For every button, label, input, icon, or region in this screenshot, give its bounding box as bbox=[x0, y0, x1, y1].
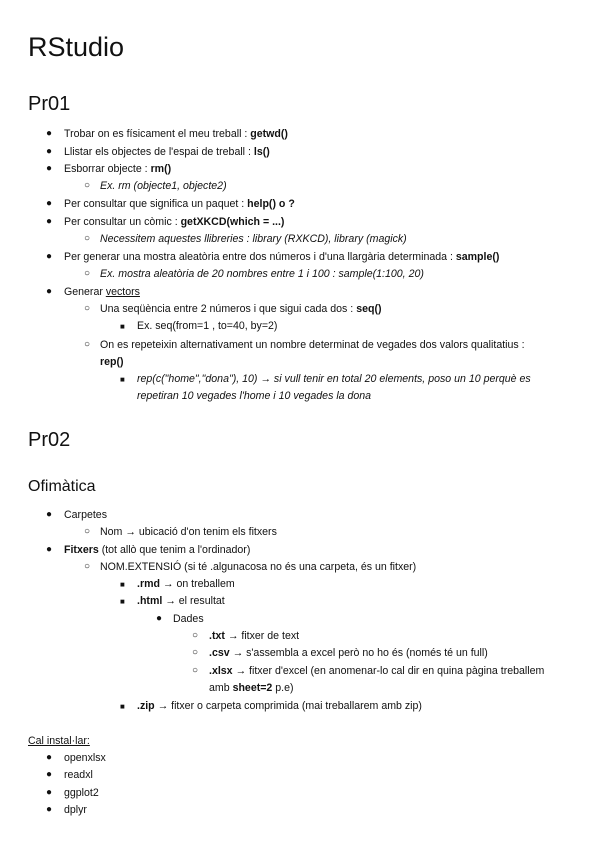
item-rmd: .rmd → on treballem bbox=[137, 578, 235, 590]
item-rep-function: rep() bbox=[100, 356, 124, 368]
subheading-ofimatica: Ofimàtica bbox=[28, 478, 96, 495]
package-item: openxlsx bbox=[64, 752, 106, 764]
item-txt: .txt → fitxer de text bbox=[209, 630, 300, 642]
section-heading-pr02: Pr02 bbox=[28, 429, 71, 451]
bullet-disc: ● bbox=[46, 128, 53, 139]
bullet-disc: ● bbox=[46, 251, 53, 262]
section-heading-pr01: Pr01 bbox=[28, 93, 71, 115]
item-nom-extensio: NOM.EXTENSIÓ (si té .algunacosa no és una carpeta, és un fitxer) bbox=[100, 561, 417, 573]
item-help: Per consultar que significa un paquet : help() o ? bbox=[64, 198, 295, 210]
item-rep-example-line2: repetiran 10 vegades l'home i 10 vegades la dona bbox=[137, 390, 372, 402]
package-item: readxl bbox=[64, 769, 93, 781]
bullet-circle: ○ bbox=[84, 268, 91, 279]
item-seq: Una seqüència entre 2 números i que sigui cada dos : seq() bbox=[100, 303, 382, 315]
item-rep: On es repeteixin alternativament un nombre determinat de vegades dos valors qualitatius : bbox=[100, 339, 525, 351]
bullet-circle: ○ bbox=[84, 180, 91, 191]
bullet-circle: ○ bbox=[84, 561, 91, 572]
item-csv: .csv → s'assembla a excel però no ho és (només té un full) bbox=[209, 647, 488, 659]
item-rm: Esborrar objecte : rm() bbox=[64, 163, 172, 175]
bullet-circle: ○ bbox=[192, 630, 199, 641]
bullet-circle: ○ bbox=[84, 233, 91, 244]
bullet-disc: ● bbox=[46, 787, 53, 798]
bullet-disc: ● bbox=[46, 544, 53, 555]
item-getwd: Trobar on es físicament el meu treball : getwd() bbox=[64, 128, 288, 140]
bullet-disc: ● bbox=[46, 752, 53, 763]
item-nom: Nom → ubicació d'on tenim els fitxers bbox=[100, 526, 277, 538]
item-xkcd-note: Necessitem aquestes llibreries : library (RXKCD), library (magick) bbox=[100, 233, 407, 245]
item-seq-example: Ex. seq(from=1 , to=40, by=2) bbox=[137, 320, 278, 332]
bullet-disc: ● bbox=[46, 216, 53, 227]
bullet-square: ■ bbox=[120, 580, 125, 589]
item-carpetes: Carpetes bbox=[64, 509, 107, 521]
bullet-disc: ● bbox=[46, 198, 53, 209]
bullet-disc: ● bbox=[46, 509, 53, 520]
bullet-circle: ○ bbox=[84, 303, 91, 314]
bullet-circle: ○ bbox=[192, 665, 199, 676]
bullet-square: ■ bbox=[120, 375, 125, 384]
item-zip: .zip → fitxer o carpeta comprimida (mai treballarem amb zip) bbox=[137, 700, 422, 712]
bullet-circle: ○ bbox=[84, 339, 91, 350]
bullet-circle: ○ bbox=[192, 647, 199, 658]
item-sample: Per generar una mostra aleatòria entre dos números i d'una llargària determinada : sample() bbox=[64, 251, 500, 263]
item-xkcd: Per consultar un còmic : getXKCD(which = ...) bbox=[64, 216, 285, 228]
bullet-disc: ● bbox=[46, 804, 53, 815]
bullet-square: ■ bbox=[120, 702, 125, 711]
bullet-circle: ○ bbox=[84, 526, 91, 537]
item-dades: Dades bbox=[173, 613, 204, 625]
item-xlsx: .xlsx → fitxer d'excel (en anomenar-lo cal dir en quina pàgina treballem bbox=[209, 665, 545, 677]
bullet-disc: ● bbox=[46, 146, 53, 157]
item-ls: Llistar els objectes de l'espai de treball : ls() bbox=[64, 146, 270, 158]
bullet-square: ■ bbox=[120, 597, 125, 606]
bullet-disc: ● bbox=[156, 613, 163, 624]
bullet-disc: ● bbox=[46, 163, 53, 174]
bullet-square: ■ bbox=[120, 322, 125, 331]
package-item: dplyr bbox=[64, 804, 87, 816]
page-title: RStudio bbox=[28, 32, 125, 62]
item-rep-example-line1: rep(c("home","dona"), 10) → si vull tenir en total 20 elements, poso un 10 perquè es bbox=[137, 373, 531, 385]
item-rm-example: Ex. rm (objecte1, objecte2) bbox=[100, 180, 227, 192]
item-vectors: Generar vectors bbox=[64, 286, 140, 298]
item-html: .html → el resultat bbox=[137, 595, 225, 607]
bullet-disc: ● bbox=[46, 286, 53, 297]
item-xlsx-line2: amb sheet=2 p.e) bbox=[209, 682, 294, 694]
bullet-disc: ● bbox=[46, 769, 53, 780]
install-heading: Cal instal·lar: bbox=[28, 735, 90, 747]
item-fitxers: Fitxers (tot allò que tenim a l'ordinador) bbox=[64, 544, 251, 556]
package-item: ggplot2 bbox=[64, 787, 99, 799]
item-sample-example: Ex. mostra aleatòria de 20 nombres entre 1 i 100 : sample(1:100, 20) bbox=[100, 268, 424, 280]
